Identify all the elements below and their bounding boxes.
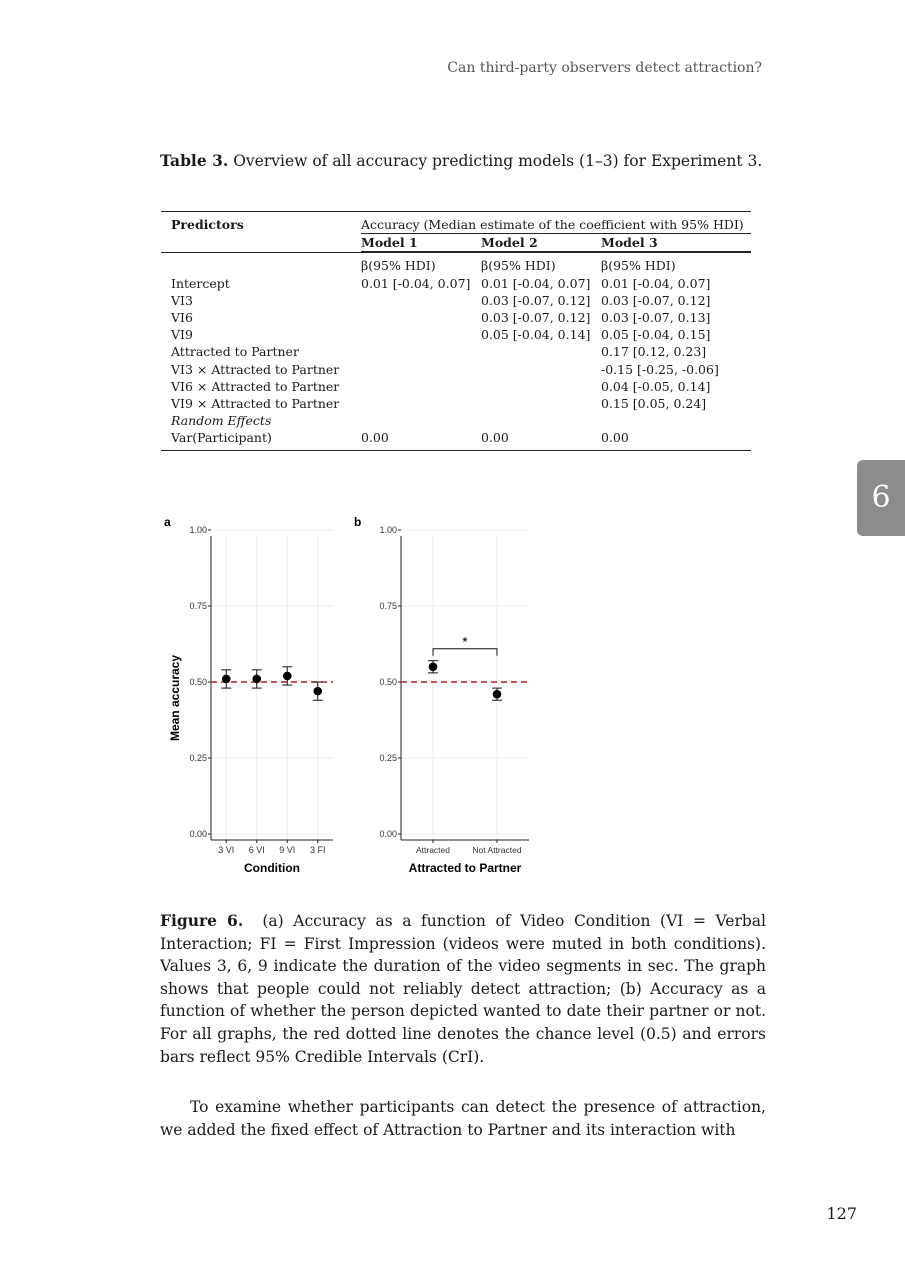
cell-model-2: 0.03 [-0.07, 0.12]	[481, 292, 591, 308]
table-row	[161, 361, 751, 378]
cell-model-1: 0.01 [-0.04, 0.07]	[361, 275, 471, 291]
panel-label: b	[354, 515, 362, 529]
cell-model-3: 0.03 [-0.07, 0.12]	[601, 292, 711, 308]
x-tick-label: 3 FI	[309, 845, 326, 855]
cell-model-1: 0.00	[361, 430, 389, 446]
row-label: VI9	[171, 327, 193, 343]
y-tick-label: 0.75	[189, 601, 207, 611]
page-number: 127	[826, 1204, 857, 1223]
chart-a	[160, 510, 345, 890]
model-2-header: Model 2	[481, 235, 538, 251]
var-participant-row	[161, 429, 751, 449]
y-tick-label: 0.50	[189, 677, 207, 687]
cell-model-3: 0.00	[601, 430, 629, 446]
figure-caption-label: Figure 6.	[160, 911, 244, 930]
cell-model-2: 0.03 [-0.07, 0.12]	[481, 310, 591, 326]
table-row	[161, 275, 751, 292]
table-row	[161, 326, 751, 343]
cell-model-2: 0.01 [-0.04, 0.07]	[481, 275, 591, 291]
y-tick-label: 0.25	[189, 753, 207, 763]
random-effects-label: Random Effects	[171, 413, 272, 429]
x-axis-title: Condition	[244, 861, 300, 875]
data-point	[313, 687, 322, 696]
x-tick-label: 6 VI	[248, 845, 265, 855]
table-header-row	[161, 212, 751, 234]
cell-model-3: 0.03 [-0.07, 0.13]	[601, 310, 711, 326]
figure-caption	[160, 910, 766, 1068]
data-point	[252, 675, 261, 684]
significance-bracket	[433, 649, 497, 656]
cell-model-2	[481, 378, 601, 395]
stat-header: β(95% HDI)	[601, 258, 676, 274]
table-caption-text: Overview of all accuracy predicting models (1–3) for Experiment 3.	[233, 152, 763, 170]
chapter-tab: 6	[857, 460, 905, 536]
chart-b	[350, 510, 540, 890]
cell-model-1	[361, 361, 481, 378]
row-label: VI9 × Attracted to Partner	[171, 396, 340, 412]
x-tick-label: Not Attracted	[472, 845, 522, 855]
table-caption-label: Table 3.	[160, 151, 229, 170]
row-label: VI6 × Attracted to Partner	[171, 378, 340, 394]
row-label: VI3	[171, 292, 193, 308]
random-effects-row	[161, 412, 751, 429]
y-tick-label: 0.50	[379, 677, 397, 687]
y-axis-title: Mean accuracy	[168, 654, 182, 742]
table-row	[161, 395, 751, 412]
running-head: Can third-party observers detect attraction?	[447, 60, 762, 76]
y-tick-label: 0.00	[379, 829, 397, 839]
table-caption	[160, 150, 765, 172]
cell-model-1	[361, 309, 481, 326]
table-row	[161, 378, 751, 395]
cell-model-3: 0.04 [-0.05, 0.14]	[601, 378, 711, 394]
cell-model-3: 0.05 [-0.04, 0.15]	[601, 327, 711, 343]
figure-panel-b	[350, 510, 540, 894]
model-3-header: Model 3	[601, 235, 658, 251]
cell-model-2: 0.00	[481, 430, 509, 446]
cell-model-2: 0.05 [-0.04, 0.14]	[481, 327, 591, 343]
cell-model-2	[481, 343, 601, 360]
cell-model-2	[481, 395, 601, 412]
row-label: Var(Participant)	[171, 430, 272, 446]
data-point	[493, 690, 502, 699]
y-tick-label: 1.00	[189, 525, 207, 535]
group-header: Accuracy (Median estimate of the coefficient with 95% HDI)	[361, 212, 751, 234]
stat-header: β(95% HDI)	[481, 258, 556, 274]
row-label: VI3 × Attracted to Partner	[171, 361, 340, 377]
results-table	[161, 211, 751, 451]
cell-model-3: 0.01 [-0.04, 0.07]	[601, 275, 711, 291]
table-row	[161, 343, 751, 360]
stat-header-row	[161, 257, 751, 274]
data-point	[429, 663, 438, 672]
x-tick-label: Attracted	[415, 845, 451, 855]
x-tick-label: 3 VI	[218, 845, 235, 855]
model-header-row	[161, 234, 751, 252]
significance-marker: *	[462, 633, 468, 650]
x-tick-label: 9 VI	[279, 845, 296, 855]
figure-panel-a	[160, 510, 345, 894]
cell-model-1	[361, 326, 481, 343]
row-label: VI6	[171, 310, 193, 326]
cell-model-3: -0.15 [-0.25, -0.06]	[601, 361, 719, 377]
cell-model-3: 0.15 [0.05, 0.24]	[601, 396, 707, 412]
cell-model-1	[361, 395, 481, 412]
row-label: Intercept	[171, 275, 230, 291]
stat-header: β(95% HDI)	[361, 258, 436, 274]
panel-label: a	[164, 515, 171, 529]
cell-model-1	[361, 378, 481, 395]
y-tick-label: 0.00	[189, 829, 207, 839]
data-point	[222, 675, 231, 684]
model-1-header: Model 1	[361, 235, 418, 251]
data-point	[283, 672, 292, 681]
x-axis-title: Attracted to Partner	[408, 861, 522, 875]
predictors-header: Predictors	[171, 217, 244, 232]
cell-model-1	[361, 343, 481, 360]
body-paragraph: To examine whether participants can detect the presence of attraction, we added the fixed effect of Attraction to Partner and its interaction with	[160, 1098, 766, 1139]
y-tick-label: 1.00	[379, 525, 397, 535]
table-row	[161, 309, 751, 326]
y-tick-label: 0.25	[379, 753, 397, 763]
row-label: Attracted to Partner	[171, 344, 299, 360]
cell-model-3: 0.17 [0.12, 0.23]	[601, 344, 707, 360]
cell-model-1	[361, 292, 481, 309]
cell-model-2	[481, 361, 601, 378]
figure-caption-text: (a) Accuracy as a function of Video Condition (VI = Verbal Interaction; FI = First Impression (videos were muted in both conditions). Values 3, 6, 9 indicate the duration of the video segments in sec. The graph shows that people could not reliably detect attraction; (b) Accuracy as a function of whether the person depicted wanted to date their partner or not. For all graphs, the red dotted line denotes the chance level (0.5) and errors bars reflect 95% Credible Intervals (CrI).	[160, 912, 767, 1066]
y-tick-label: 0.75	[379, 601, 397, 611]
table-row	[161, 292, 751, 309]
